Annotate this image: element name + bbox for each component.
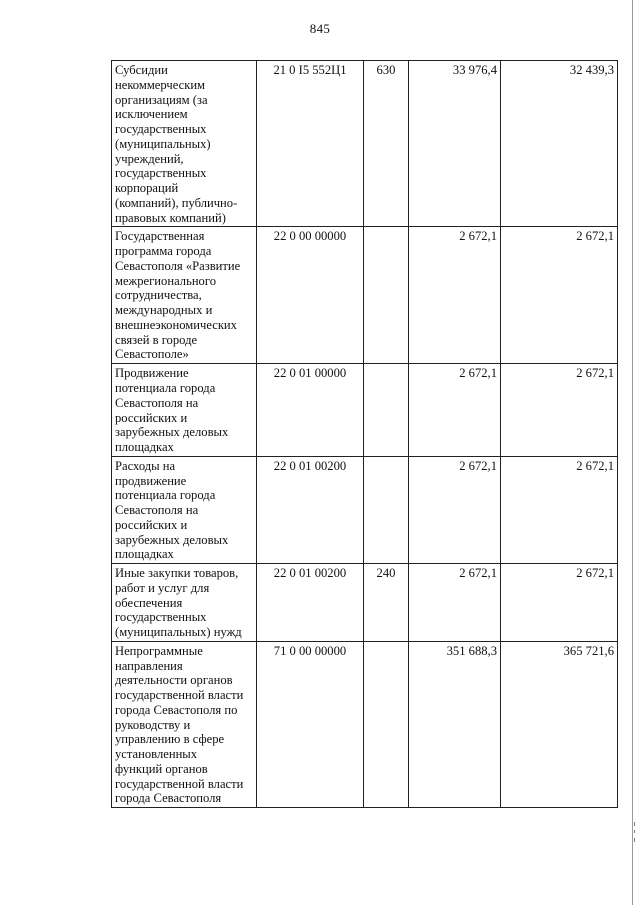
amount-year-1: 2 672,1 — [409, 227, 501, 364]
expense-name-line: (муниципальных) — [115, 136, 211, 151]
expense-type-code — [364, 364, 409, 457]
amount-year-1: 2 672,1 — [409, 456, 501, 563]
budget-table — [111, 60, 618, 808]
amount-year-2: 32 439,3 — [501, 61, 618, 227]
expense-name-line: обеспечения — [115, 595, 183, 610]
expense-name-line: правовых компаний) — [115, 210, 226, 225]
expense-name-line: потенциала города — [115, 381, 216, 395]
expense-name-cell — [112, 61, 257, 227]
expense-name-line: международных и — [115, 303, 213, 317]
scan-edge-mark — [634, 822, 635, 826]
table-row — [112, 456, 618, 563]
amount-year-1: 351 688,3 — [409, 641, 501, 807]
amount-year-1: 2 672,1 — [409, 564, 501, 642]
scan-edge-mark — [634, 830, 635, 833]
expense-name-line: некоммерческим — [115, 77, 206, 92]
amount-year-1: 33 976,4 — [409, 61, 501, 227]
expense-name-line: корпораций — [115, 181, 179, 195]
expense-name-cell — [112, 364, 257, 457]
scan-edge-line — [632, 0, 633, 905]
expense-name-line: государственных — [115, 166, 207, 181]
expense-type-code — [364, 641, 409, 807]
expense-name-line: организациям (за — [115, 92, 208, 107]
amount-year-1: 2 672,1 — [409, 364, 501, 457]
amount-year-2: 2 672,1 — [501, 564, 618, 642]
expense-name-line: продвижение — [115, 473, 187, 488]
expense-name-line: Продвижение — [115, 366, 189, 381]
expense-type-code: 630 — [364, 61, 409, 227]
expense-name-line: государственных — [115, 610, 207, 625]
expense-name-line: Субсидии — [115, 63, 168, 77]
expense-name-line: работ и услуг для — [115, 580, 210, 595]
scan-edge-mark — [634, 838, 635, 842]
amount-year-2: 2 672,1 — [501, 227, 618, 364]
expense-name-line: (компаний), публично- — [115, 195, 238, 210]
target-article-code: 21 0 I5 552Ц1 — [257, 61, 364, 227]
expense-name-line: Непрограммные — [115, 643, 203, 658]
expense-name-cell — [112, 456, 257, 563]
expense-name-line: внешнеэкономических — [115, 317, 237, 332]
table-row — [112, 564, 618, 642]
expense-name-line: связей в городе — [115, 332, 198, 347]
expense-name-line: Расходы на — [115, 458, 176, 473]
expense-name-line: сотрудничества, — [115, 288, 202, 303]
target-article-code: 22 0 01 00200 — [257, 564, 364, 642]
target-article-code: 22 0 00 00000 — [257, 227, 364, 364]
expense-name-line: государственных — [115, 122, 207, 136]
expense-name-line: направления — [115, 658, 183, 673]
expense-name-line: площадках — [115, 547, 174, 562]
expense-name-line: управлению в сфере — [115, 732, 225, 747]
expense-type-code: 240 — [364, 564, 409, 642]
expense-type-code — [364, 456, 409, 563]
expense-name-line: города Севастополя — [115, 791, 222, 806]
expense-name-line: государственной власти — [115, 688, 244, 702]
expense-name-line: российских и — [115, 517, 188, 532]
expense-name-cell — [112, 641, 257, 807]
expense-name-cell — [112, 227, 257, 364]
expense-name-line: площадках — [115, 440, 174, 454]
expense-name-line: потенциала города — [115, 488, 216, 503]
expense-name-line: Государственная — [115, 229, 205, 244]
expense-type-code — [364, 227, 409, 364]
expense-name-line: учреждений, — [115, 151, 184, 166]
expense-name-line: Севастополе» — [115, 347, 189, 362]
expense-name-line: зарубежных деловых — [115, 425, 229, 440]
page-number: 845 — [309, 21, 331, 36]
expense-name-line: Севастополя на — [115, 503, 199, 517]
table-row — [112, 61, 618, 227]
amount-year-2: 2 672,1 — [501, 456, 618, 563]
expense-name-line: (муниципальных) нужд — [115, 625, 242, 639]
expense-name-line: исключением — [115, 107, 188, 122]
amount-year-2: 365 721,6 — [501, 641, 618, 807]
expense-name-line: Севастополя «Развитие — [115, 258, 241, 273]
table-row — [112, 641, 618, 807]
expense-name-line: программа города — [115, 244, 212, 258]
expense-name-line: зарубежных деловых — [115, 532, 229, 547]
target-article-code: 71 0 00 00000 — [257, 641, 364, 807]
expense-name-line: установленных — [115, 747, 198, 761]
expense-name-line: Севастополя на — [115, 395, 199, 410]
expense-name-cell — [112, 564, 257, 642]
target-article-code: 22 0 01 00000 — [257, 364, 364, 457]
expense-name-line: межрегионального — [115, 273, 217, 288]
table-row — [112, 227, 618, 364]
expense-name-line: города Севастополя по — [115, 702, 238, 717]
expense-name-line: Иные закупки товаров, — [115, 566, 239, 580]
expense-name-line: функций органов — [115, 761, 208, 776]
target-article-code: 22 0 01 00200 — [257, 456, 364, 563]
expense-name-line: российских и — [115, 410, 188, 425]
table-row — [112, 364, 618, 457]
expense-name-line: деятельности органов — [115, 673, 233, 688]
expense-name-line: руководству и — [115, 717, 191, 732]
amount-year-2: 2 672,1 — [501, 364, 618, 457]
expense-name-line: государственной власти — [115, 776, 244, 791]
